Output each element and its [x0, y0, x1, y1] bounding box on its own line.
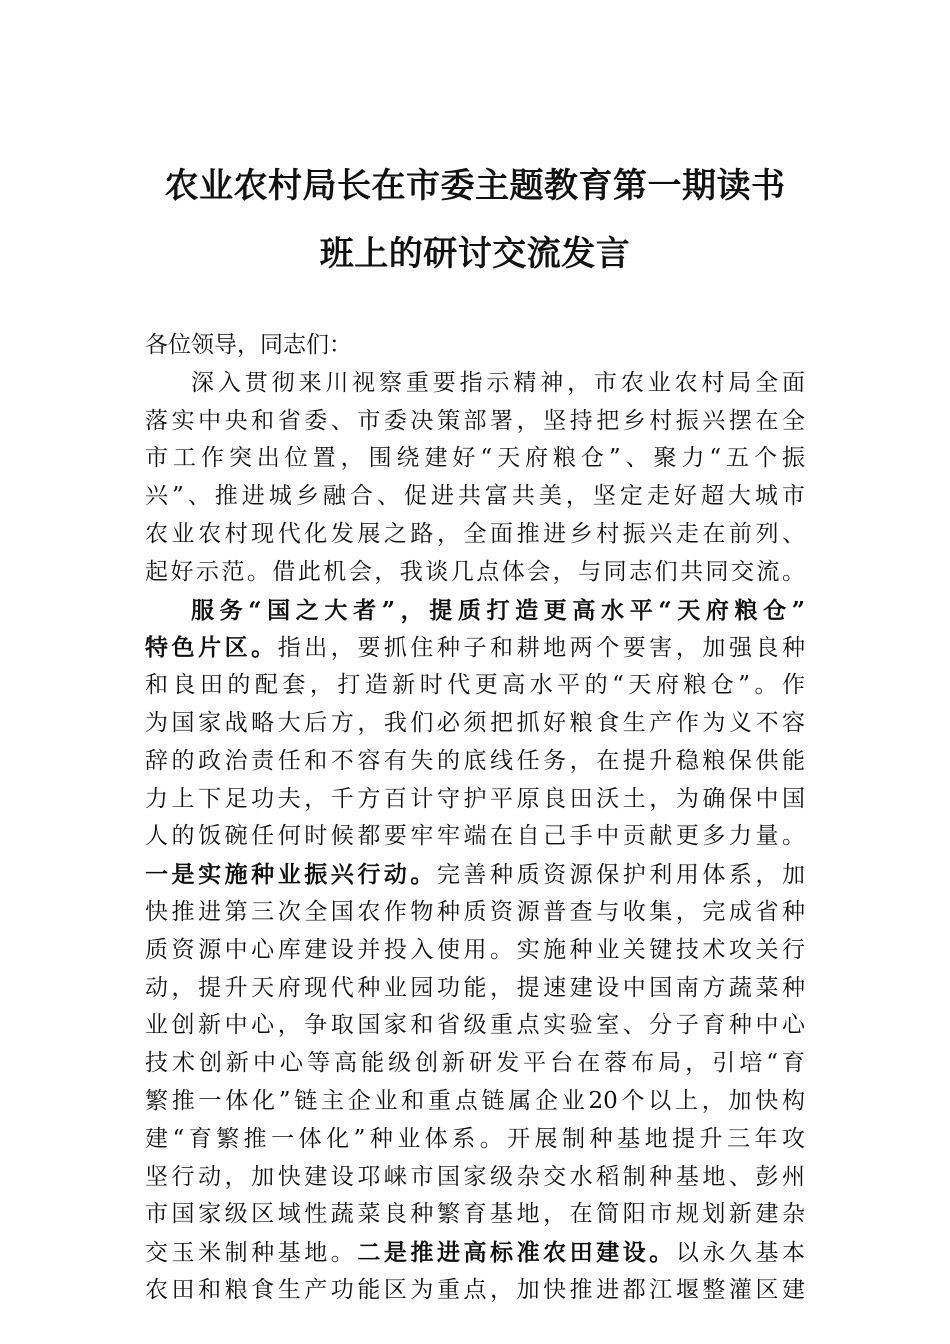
- document-title-line-2: 班上的研讨交流发言: [319, 234, 631, 274]
- text-run: 力上下足功夫，千方百计守护平原良田沃土，为确保中国: [145, 785, 805, 812]
- text-run: 各位领导，同志们：: [145, 332, 352, 358]
- paragraph-line: [145, 1045, 805, 1083]
- paragraph-line: [145, 1234, 805, 1272]
- text-run: 辞的政治责任和不容有失的底线任务，在提升稳粮保供能: [145, 747, 805, 774]
- bold-heading-run: 特色片区。: [145, 634, 278, 662]
- paragraph-line: [145, 743, 805, 781]
- text-run: 以永久基本: [675, 1240, 806, 1267]
- paragraph-line: [145, 1159, 805, 1197]
- text-run: 交玉米制种基地。: [145, 1240, 358, 1267]
- paragraph-line: [145, 1272, 805, 1310]
- text-run: 完善种质资源保护利用体系，加: [436, 862, 806, 889]
- text-run: 建“育繁推一体化”种业体系。开展制种基地提升三年攻: [145, 1125, 805, 1152]
- paragraph-line: [145, 970, 805, 1008]
- paragraph-line: [145, 1083, 805, 1121]
- text-run: 农业农村现代化发展之路，全面推进乡村振兴走在前列、: [145, 520, 805, 547]
- text-run: 落实中央和省委、市委决策部署，坚持把乡村振兴摆在全: [145, 407, 805, 434]
- paragraph-line: [145, 478, 805, 516]
- text-run: 快推进第三次全国农作物种质资源普查与收集，完成省种: [145, 898, 805, 925]
- bold-heading-run: 服务“国之大者”，提质打造更高水平“天府粮仓”: [191, 596, 805, 624]
- section-heading-line: [145, 592, 805, 630]
- document-body: [145, 327, 805, 1310]
- text-run: 指出，要抓住种子和耕地两个要害，加强良种: [277, 635, 806, 662]
- salutation-line: [145, 327, 805, 365]
- text-run: 起好示范。借此机会，我谈几点体会，与同志们共同交流。: [145, 558, 805, 585]
- paragraph-line: [145, 1121, 805, 1159]
- text-run: 繁推一体化”链主企业和重点链属企业20个以上，加快构: [145, 1087, 805, 1114]
- bold-heading-run: 一是实施种业振兴行动。: [145, 861, 437, 889]
- text-run: 市国家级区域性蔬菜良种繁育基地，在简阳市规划新建杂: [145, 1201, 805, 1228]
- text-run: 兴”、推进城乡融合、促进共富共美，坚定走好超大城市: [145, 483, 805, 510]
- document-title-line-1: 农业农村局长在市委主题教育第一期读书: [164, 166, 786, 206]
- text-run: 和良田的配套，打造新时代更高水平的“天府粮仓”。作: [145, 672, 805, 699]
- paragraph-line: [145, 629, 805, 667]
- paragraph-line: [145, 856, 805, 894]
- text-run: 农田和粮食生产功能区为重点，加快推进都江堰整灌区建: [145, 1276, 805, 1303]
- text-run: 质资源中心库建设并投入使用。实施种业关键技术攻关行: [145, 936, 805, 963]
- text-run: 动，提升天府现代种业园功能，提速建设中国南方蔬菜种: [145, 974, 805, 1001]
- paragraph-line: [145, 932, 805, 970]
- paragraph-line: [145, 894, 805, 932]
- paragraph-line: [145, 365, 805, 403]
- paragraph-line: [145, 1007, 805, 1045]
- paragraph-line: [145, 403, 805, 441]
- paragraph-line: [145, 781, 805, 819]
- paragraph-line: [145, 818, 805, 856]
- text-run: 为国家战略大后方，我们必须把抓好粮食生产作为义不容: [145, 709, 805, 736]
- text-run: 人的饭碗任何时候都要牢牢端在自己手中贡献更多力量。: [145, 823, 805, 850]
- text-run: 业创新中心，争取国家和省级重点实验室、分子育种中心: [145, 1012, 805, 1039]
- paragraph-line: [145, 516, 805, 554]
- bold-heading-run: 二是推进高标准农田建设。: [357, 1239, 676, 1267]
- paragraph-line: [145, 667, 805, 705]
- paragraph-line: [145, 554, 805, 592]
- paragraph-line: [145, 1196, 805, 1234]
- text-run: 深入贯彻来川视察重要指示精神，市农业农村局全面: [191, 369, 805, 396]
- text-run: 技术创新中心等高能级创新研发平台在蓉布局，引培“育: [145, 1050, 805, 1077]
- paragraph-line: [145, 705, 805, 743]
- text-run: 坚行动，加快建设邛崃市国家级杂交水稻制种基地、彭州: [145, 1163, 805, 1190]
- text-run: 市工作突出位置，围绕建好“天府粮仓”、聚力“五个振: [145, 445, 805, 472]
- paragraph-line: [145, 440, 805, 478]
